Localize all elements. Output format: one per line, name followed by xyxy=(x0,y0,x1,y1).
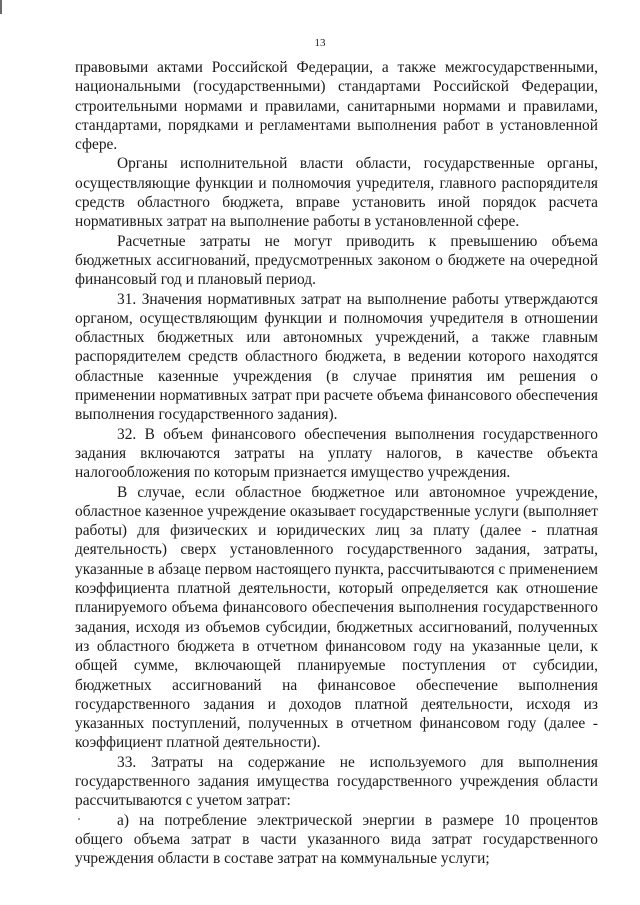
paragraph-continuation: правовыми актами Российской Федерации, а также межгосударственными, национальными (государственными) стандартами Российской Федерации, строительными нормами и правилами, санитарными нормами и правилами, стандартами, порядками и регламентами выполнения работ в установленной сфере. xyxy=(75,59,598,154)
paragraph-item-32: 32. В объем финансового обеспечения выполнения государственного задания включаются затраты на уплату налогов, в качестве объекта налогообложения по которым признается имущество учреждения. xyxy=(75,425,598,482)
scan-speck xyxy=(78,818,80,820)
scan-edge-mark xyxy=(0,0,2,14)
document-body xyxy=(75,58,598,868)
paragraph-item-33: 33. Затраты на содержание не используемого для выполнения государственного задания имущества государственного учреждения области рассчитываются с учетом затрат: xyxy=(75,753,598,810)
paragraph-estimated-costs: Расчетные затраты не могут приводить к превышению объема бюджетных ассигнований, предусмотренных законом о бюджете на очередной финансовый год и плановый период. xyxy=(75,232,598,289)
paragraph-paid-activity: В случае, если областное бюджетное или автономное учреждение, областное казенное учреждение оказывает государственные услуги (выполняет работы) для физических и юридических лиц за плату (далее - платная деятельность) сверх установленного государственного задания, затраты, указанные в абзаце первом настоящего пункта, рассчитываются с применением коэффициента платной деятельности, который определяется как отношение планируемого объема финансового обеспечения выполнения государственного задания, исходя из объемов субсидии, бюджетных ассигнований, полученных из областного бюджета в отчетном финансовом году на указанные цели, к общей сумме, включающей планируемые поступления от субсидии, бюджетных ассигнований на финансовое обеспечение выполнения государственного задания и доходов платной деятельности, исходя из указанных поступлений, полученных в отчетном финансовом году (далее - коэффициент платной деятельности). xyxy=(75,483,598,752)
page-number: 13 xyxy=(314,37,326,49)
paragraph-item-31: 31. Значения нормативных затрат на выполнение работы утверждаются органом, осуществляющим функции и полномочия учредителя в отношении областных бюджетных или автономных учреждений, а также главным распорядителем средств областного бюджета, в ведении которого находятся областные казенные учреждения (в случае принятия им решения о применении нормативных затрат при расчете объема финансового обеспечения выполнения государственного задания). xyxy=(75,290,598,424)
paragraph-executive-bodies: Органы исполнительной власти области, государственные органы, осуществляющие функции и полномочия учредителя, главного распорядителя средств областного бюджета, вправе установить иной порядок расчета нормативных затрат на выполнение работы в установленной сфере. xyxy=(75,155,598,231)
paragraph-item-33-a: а) на потребление электрической энергии в размере 10 процентов общего объема затрат в части указанного вида затрат государственного учреждения области в составе затрат на коммунальные услуги; xyxy=(75,811,598,868)
scan-speck xyxy=(93,848,94,849)
